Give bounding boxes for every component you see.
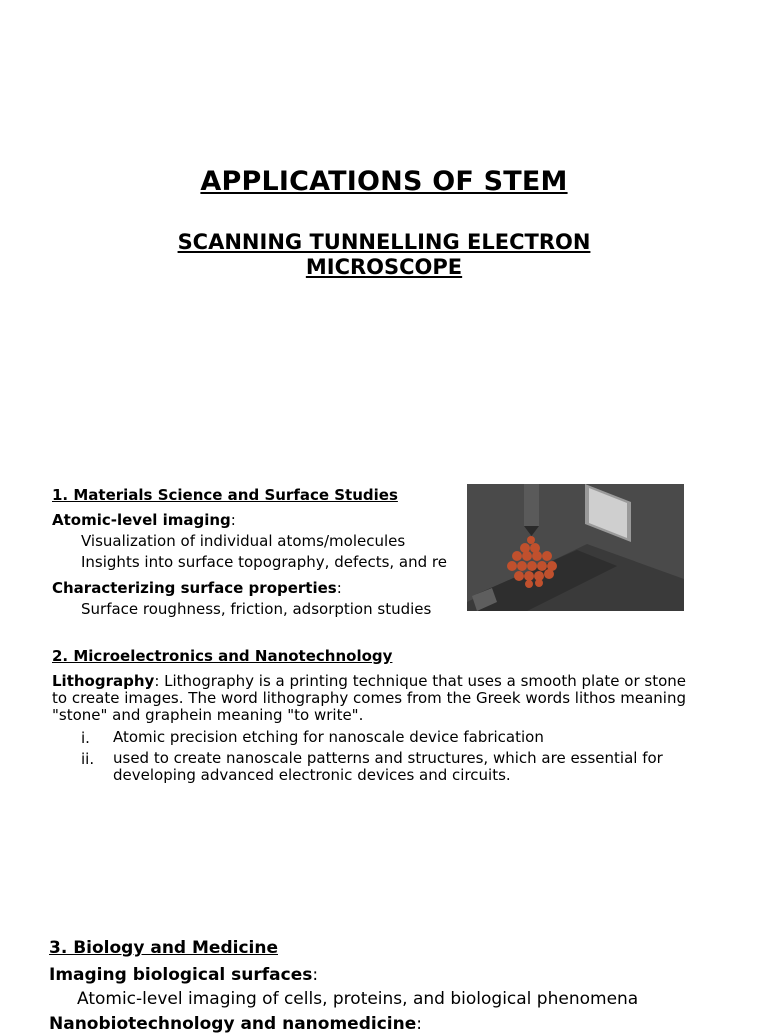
section-3-item-2-label: Nanobiotechnology and nanomedicine bbox=[49, 1014, 417, 1034]
section-2-lead-label: Lithography bbox=[52, 672, 155, 690]
colon: : bbox=[230, 511, 236, 529]
section-1-bullet-2: Insights into surface topography, defects, and re bbox=[81, 553, 447, 571]
list-item-2: used to create nanoscale patterns and structures, which are essential for developing advanced electronic devices and circuits. bbox=[113, 749, 663, 784]
list-item-1: Atomic precision etching for nanoscale device fabrication bbox=[113, 728, 544, 746]
list-number-1: i. bbox=[81, 729, 90, 747]
colon: : bbox=[312, 965, 319, 985]
section-3-item-2 bbox=[49, 1014, 422, 1034]
stm-illustration-svg bbox=[467, 484, 684, 611]
section-3-heading: 3. Biology and Medicine bbox=[49, 938, 278, 958]
section-1-item-2 bbox=[52, 579, 342, 597]
section-1-item-2-label: Characterizing surface properties bbox=[52, 579, 337, 597]
section-2-lead-text: : Lithography is a printing technique that uses a smooth plate or stone to create images. The word lithography comes from the Greek words lithos meaning "stone" and graphein meaning "to write". bbox=[52, 672, 686, 724]
section-1-heading: 1. Materials Science and Surface Studies bbox=[52, 486, 398, 504]
page-subtitle: SCANNING TUNNELLING ELECTRON MICROSCOPE bbox=[177, 230, 591, 279]
section-1-item-2-bullet-1: Surface roughness, friction, adsorption studies bbox=[81, 600, 432, 618]
section-1-bullet-1: Visualization of individual atoms/molecules bbox=[81, 532, 406, 550]
section-2-paragraph bbox=[52, 673, 700, 724]
section-3-item-1-label: Imaging biological surfaces bbox=[49, 965, 313, 985]
section-1-item-1-label: Atomic-level imaging bbox=[52, 511, 231, 529]
page-title: APPLICATIONS OF STEM bbox=[200, 166, 568, 197]
section-1-item-1 bbox=[52, 511, 236, 529]
colon: : bbox=[336, 579, 342, 597]
colon: : bbox=[416, 1014, 422, 1034]
section-3-bullet-1: Atomic-level imaging of cells, proteins, and biological phenomena bbox=[77, 989, 639, 1009]
section-2-heading: 2. Microelectronics and Nanotechnology bbox=[52, 647, 393, 665]
list-number-2: ii. bbox=[81, 750, 95, 768]
stm-illustration bbox=[467, 484, 684, 611]
section-3-item-1 bbox=[49, 965, 318, 985]
